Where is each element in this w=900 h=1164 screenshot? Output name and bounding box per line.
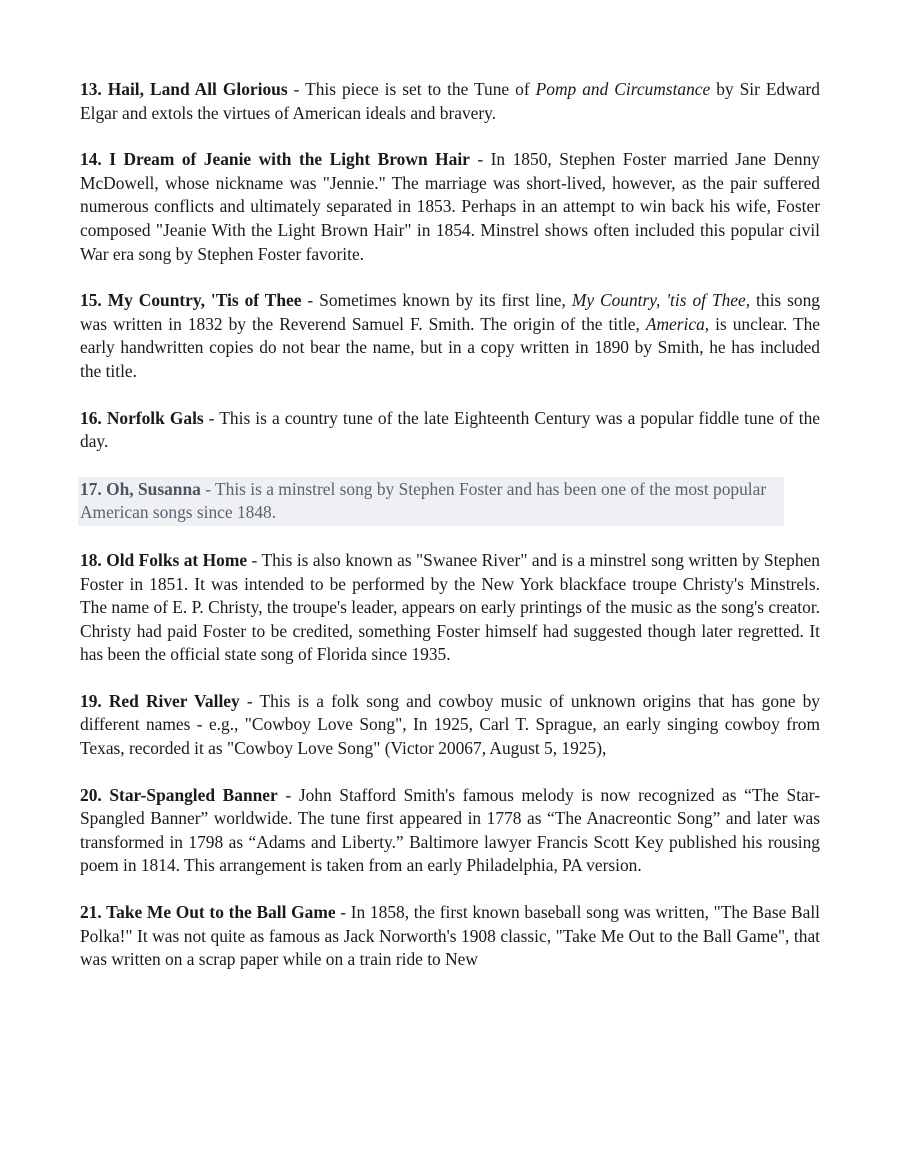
song-title (80, 79, 288, 99)
description-text: John Stafford Smith's famous melody is now recognized as “The Star-Spangled Banner” worldwide. The tune first appeared in 1778 as “The Anacreontic Song” and later was transformed in 1798 as “Adams and Liberty.” Baltimore lawyer Francis Scott Key published his rousing poem in 1814. This arrangement is taken from an early Philadelphia, PA version. (80, 784, 820, 876)
song-title (80, 408, 204, 428)
description-text: Sometimes known by its first line, (319, 290, 572, 311)
song-name: Old Folks at Home (101, 549, 248, 570)
separator: - (200, 478, 216, 499)
song-number: 17. (80, 478, 102, 499)
song-title (80, 902, 336, 922)
separator: - (203, 407, 220, 428)
song-title (80, 550, 247, 570)
description-text: this song was written in 1832 by the Reverend Samuel F. Smith. The origin of the title, (80, 290, 820, 334)
separator: - (335, 902, 351, 923)
italic-text: Pomp and Circumstance (535, 79, 711, 99)
song-name: My Country, 'Tis of Thee (101, 290, 302, 311)
song-name: Norfolk Gals (101, 407, 204, 428)
song-number: 14. (80, 149, 102, 170)
song-name: Take Me Out to the Ball Game (101, 902, 336, 923)
song-number: 16. (80, 407, 102, 428)
song-name: I Dream of Jeanie with the Light Brown Hair (101, 149, 470, 170)
song-entry (80, 407, 820, 454)
italic-text: America (645, 313, 705, 334)
song-number: 21. (80, 902, 102, 923)
song-name: Oh, Susanna (101, 478, 201, 499)
song-name: Hail, Land All Glorious (101, 79, 288, 99)
song-name: Star-Spangled Banner (101, 784, 278, 805)
separator: - (469, 149, 491, 170)
song-list (80, 78, 820, 972)
song-title (80, 785, 278, 805)
description-text: by Sir Edward Elgar and extols the virtues of American ideals and bravery. (80, 79, 820, 123)
separator: - (287, 79, 306, 99)
description-text: In 1850, Stephen Foster married Jane Denny McDowell, whose nickname was "Jennie." The marriage was short-lived, however, as the pair suffered numerous conflicts and ultimately separated in 1853. Perhaps in an attempt to win back his wife, Foster composed "Jeanie With the Light Brown Hair" in 1854. Minstrel shows often included this popular civil War era song by Stephen Foster favorite. (80, 149, 820, 264)
song-entry (80, 690, 820, 761)
description-text: This piece is set to the Tune of (305, 79, 536, 99)
description-text: , is unclear. The early handwritten copies do not bear the name, but in a copy written in 1890 by Smith, he has included the title. (80, 313, 820, 381)
song-number: 13. (80, 79, 102, 99)
separator: - (239, 690, 260, 711)
song-name: Red River Valley (101, 690, 240, 711)
description-text: This is a folk song and cowboy music of unknown origins that has gone by different names - e.g., "Cowboy Love Song", In 1925, Carl T. Sprague, an early singing cowboy from Texas, recorded it as "Cowboy Love Song" (Victor 20067, August 5, 1925), (80, 690, 820, 759)
description-text: This is a minstrel song by Stephen Foster and has been one of the most popular American songs since 1848. (80, 478, 767, 523)
song-entry (80, 289, 820, 383)
song-title (80, 691, 240, 711)
italic-text: My Country, 'tis of Thee, (571, 290, 751, 311)
song-title (80, 479, 201, 499)
song-entry (80, 784, 820, 878)
song-entry (80, 148, 820, 266)
song-entry (80, 549, 820, 667)
song-title (80, 290, 301, 310)
song-number: 18. (80, 549, 102, 570)
separator: - (247, 549, 262, 570)
description-text: This is a country tune of the late Eighteenth Century was a popular fiddle tune of the day. (80, 407, 820, 452)
song-number: 19. (80, 690, 102, 711)
separator: - (277, 784, 299, 805)
song-number: 20. (80, 784, 102, 805)
song-entry (80, 78, 820, 125)
separator: - (301, 290, 320, 311)
description-text: This is also known as "Swanee River" and is a minstrel song written by Stephen Foster in 1851. It was intended to be performed by the New York blackface troupe Christy's Minstrels. The name of E. P. Christy, the troupe's leader, appears on early printings of the music as the song's creator. Christy had paid Foster to be credited, something Foster himself had suggested though later regretted. It has been the official state song of Florida since 1935. (80, 549, 820, 665)
song-title (80, 149, 470, 169)
song-entry (80, 901, 820, 972)
song-number: 15. (80, 290, 102, 311)
description-text: In 1858, the first known baseball song was written, "The Base Ball Polka!" It was not quite as famous as Jack Norworth's 1908 classic, "Take Me Out to the Ball Game", that was written on a scrap paper while on a train ride to New (80, 902, 820, 970)
song-entry (78, 477, 784, 526)
